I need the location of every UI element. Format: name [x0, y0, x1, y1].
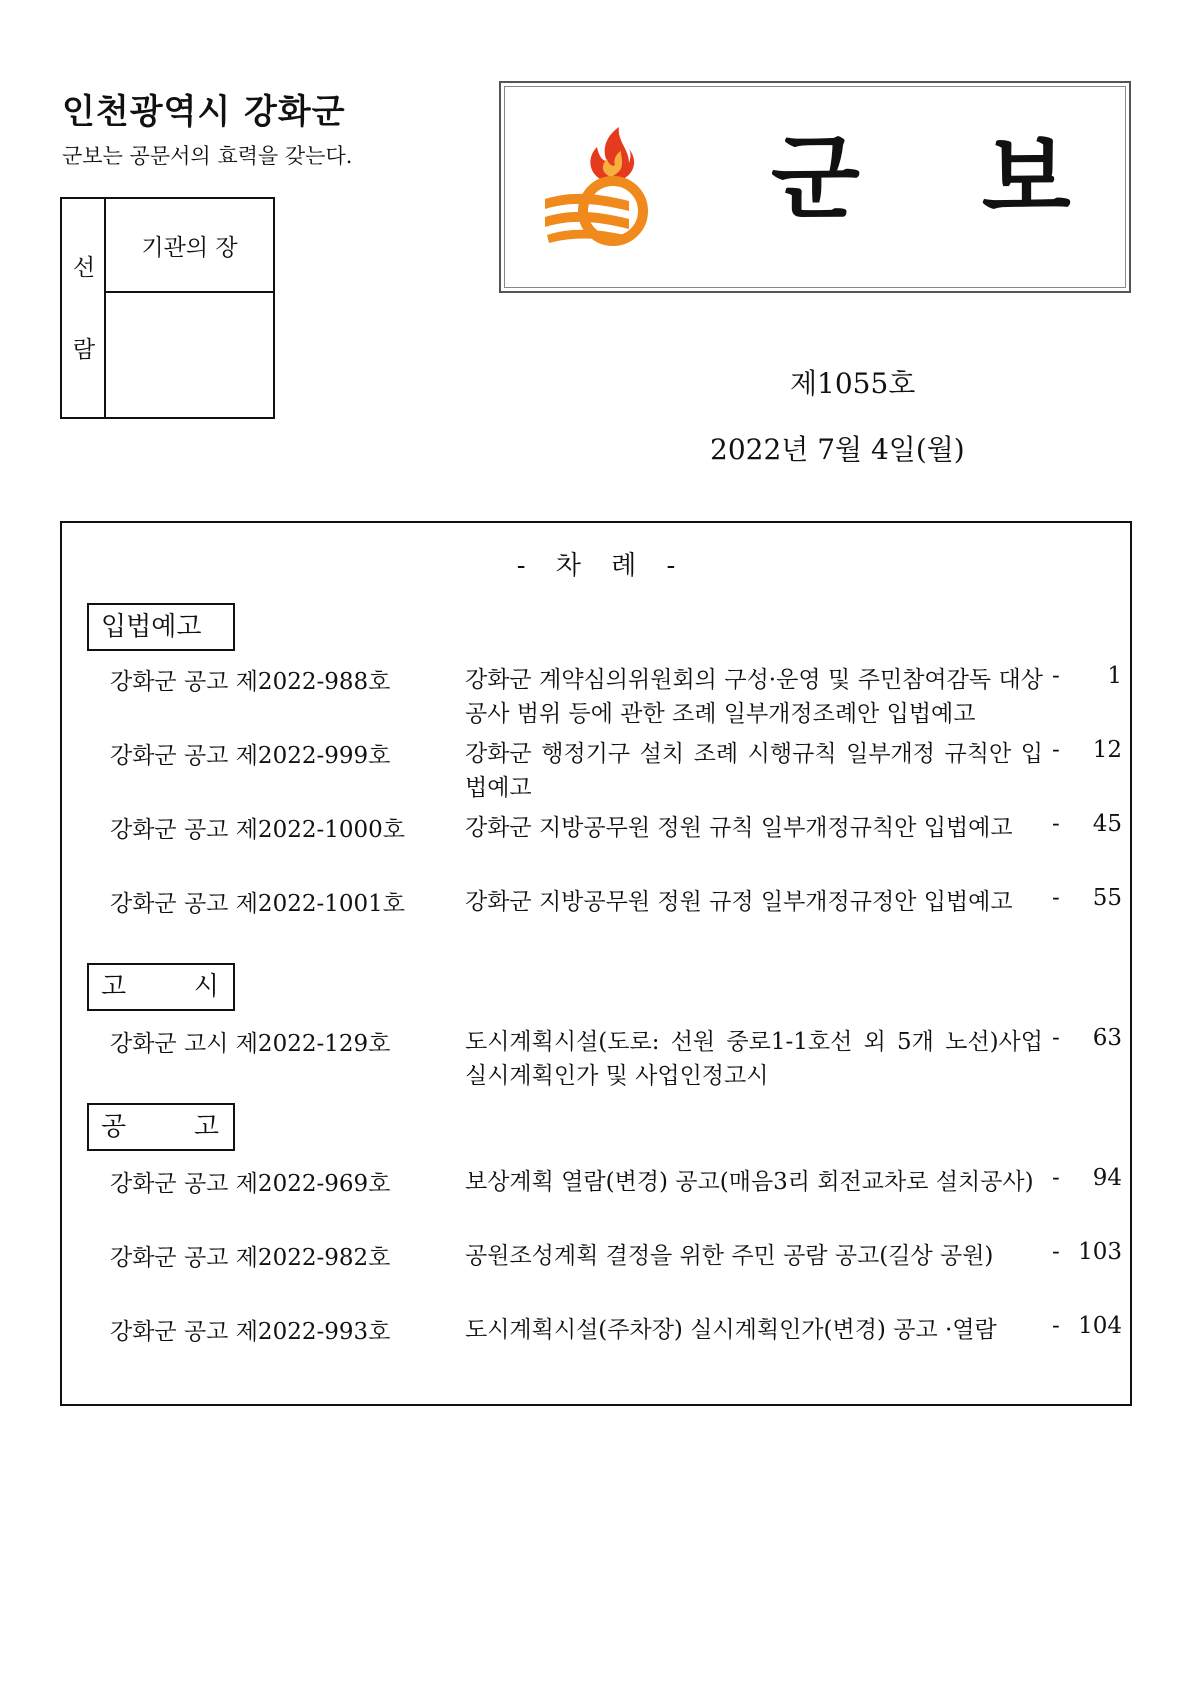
entry-description: 강화군 지방공무원 정원 규칙 일부개정규칙안 입법예고 [465, 815, 1013, 841]
entry-description: 강화군 행정기구 설치 조례 시행규칙 일부개정 규칙안 입법예고 [465, 741, 1043, 801]
entry-reference: 강화군 고시 제2022-129호 [110, 1031, 391, 1057]
entry-page: 1 [1107, 663, 1122, 689]
entry-dash: - [1052, 737, 1060, 763]
section-label-announcement: 공 고 [87, 1103, 235, 1151]
entry-dash: - [1052, 811, 1060, 837]
county-emblem-logo [541, 121, 671, 251]
entry-page: 12 [1092, 737, 1122, 763]
entry-reference: 강화군 공고 제2022-988호 [110, 669, 391, 695]
entry-page: 94 [1092, 1165, 1122, 1191]
entry-dash: - [1052, 885, 1060, 911]
entry-page: 103 [1078, 1239, 1122, 1265]
entry-description: 강화군 계약심의위원회의 구성·운영 및 주민참여감독 대상공사 범위 등에 관한 조례 일부개정조례안 입법예고 [465, 667, 1043, 727]
entry-reference: 강화군 공고 제2022-999호 [110, 743, 391, 769]
entry-description: 도시계획시설(도로: 선원 중로1-1호선 외 5개 노선)사업 실시계획인가 및 사업인정고시 [465, 1029, 1043, 1089]
entry-page: 55 [1092, 885, 1122, 911]
entry-dash: - [1052, 1025, 1060, 1051]
legal-notice: 군보는 공문서의 효력을 갖는다. [62, 144, 353, 168]
entry-reference: 강화군 공고 제2022-969호 [110, 1171, 391, 1197]
entry-reference: 강화군 공고 제2022-993호 [110, 1319, 391, 1345]
publication-title: 군 보 [771, 125, 1071, 232]
section-label-legislative-notice: 입법예고 [87, 603, 235, 651]
entry-page: 63 [1092, 1025, 1122, 1051]
entry-description: 도시계획시설(주차장) 실시계획인가(변경) 공고 ·열람 [465, 1317, 997, 1343]
approval-side-bottom: 람 [72, 337, 96, 363]
toc-title: - 차 례 - [516, 551, 676, 581]
entry-dash: - [1052, 663, 1060, 689]
entry-description: 공원조성계획 결정을 위한 주민 공람 공고(길상 공원) [465, 1243, 994, 1269]
approval-side-top: 선 [72, 255, 96, 281]
table-of-contents [60, 521, 1132, 1406]
entry-page: 104 [1078, 1313, 1122, 1339]
issue-number: 제1055호 [790, 367, 916, 400]
entry-reference: 강화군 공고 제2022-1000호 [110, 817, 405, 843]
entry-reference: 강화군 공고 제2022-1001호 [110, 891, 405, 917]
approval-head-label: 기관의 장 [106, 199, 273, 293]
section-label-public-notice: 고 시 [87, 963, 235, 1011]
entry-description: 보상계획 열람(변경) 공고(매음3리 회전교차로 설치공사) [465, 1169, 1034, 1195]
wave-3 [547, 230, 625, 243]
approval-side-column [62, 199, 106, 417]
entry-dash: - [1052, 1165, 1060, 1191]
approval-box [60, 197, 275, 419]
entry-page: 45 [1092, 811, 1122, 837]
entry-reference: 강화군 공고 제2022-982호 [110, 1245, 391, 1271]
entry-dash: - [1052, 1239, 1060, 1265]
issue-date: 2022년 7월 4일(월) [710, 433, 965, 466]
entry-dash: - [1052, 1313, 1060, 1339]
masthead [499, 81, 1131, 293]
entry-description: 강화군 지방공무원 정원 규정 일부개정규정안 입법예고 [465, 889, 1013, 915]
organization-title: 인천광역시 강화군 [62, 92, 346, 132]
